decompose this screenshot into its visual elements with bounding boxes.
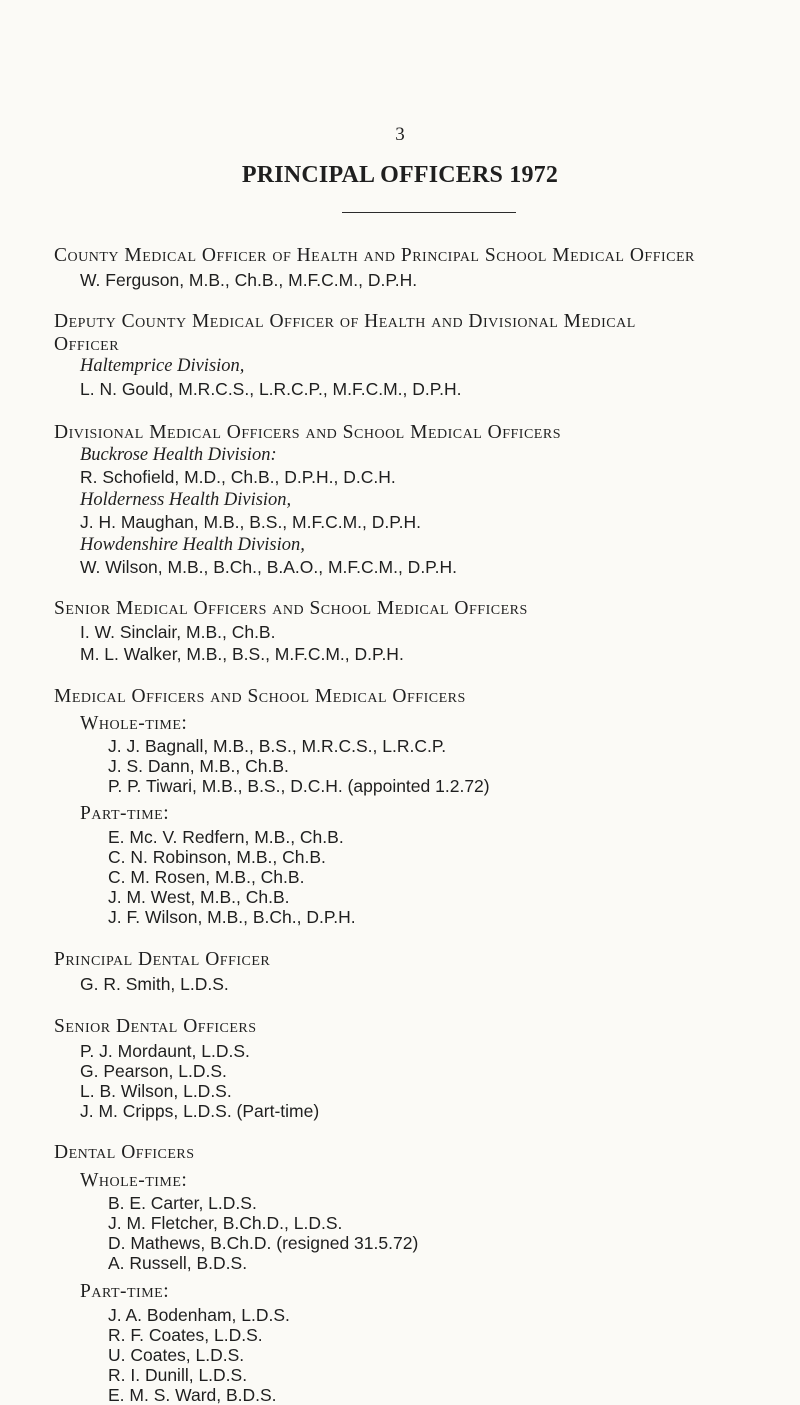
section-heading-divisional: Divisional Medical Officers and School Medical Officers <box>54 422 561 443</box>
section-heading-senior-dental: Senior Dental Officers <box>54 1016 257 1037</box>
officer-name: M. L. Walker, M.B., B.S., M.F.C.M., D.P.H. <box>80 644 404 664</box>
officer-name: G. R. Smith, L.D.S. <box>80 974 229 994</box>
section-heading-deputy: Deputy County Medical Officer of Health and Divisional Medical <box>54 311 636 332</box>
officer-name: R. I. Dunill, L.D.S. <box>108 1365 248 1385</box>
officer-name: D. Mathews, B.Ch.D. (resigned 31.5.72) <box>108 1233 419 1253</box>
subheading-part-time: Part-time: <box>80 1281 170 1302</box>
section-heading-principal-dental: Principal Dental Officer <box>54 949 271 970</box>
subheading-whole-time: Whole-time: <box>80 1170 188 1191</box>
division-name: Holderness Health Division, <box>80 490 292 510</box>
officer-name: C. N. Robinson, M.B., Ch.B. <box>108 847 326 867</box>
officer-name: P. J. Mordaunt, L.D.S. <box>80 1041 250 1061</box>
officer-name: E. M. S. Ward, B.D.S. <box>108 1385 277 1405</box>
officer-name: I. W. Sinclair, M.B., Ch.B. <box>80 622 276 642</box>
officer-name: R. F. Coates, L.D.S. <box>108 1325 263 1345</box>
subheading-part-time: Part-time: <box>80 803 170 824</box>
section-heading-senior-medical: Senior Medical Officers and School Medical Officers <box>54 598 528 619</box>
officer-name: A. Russell, B.D.S. <box>108 1253 248 1273</box>
officer-name: L. B. Wilson, L.D.S. <box>80 1081 232 1101</box>
section-heading-medical: Medical Officers and School Medical Officers <box>54 686 466 707</box>
officer-name: W. Ferguson, M.B., Ch.B., M.F.C.M., D.P.H. <box>80 270 418 290</box>
officer-name: G. Pearson, L.D.S. <box>80 1061 227 1081</box>
officer-name: E. Mc. V. Redfern, M.B., Ch.B. <box>108 827 344 847</box>
subheading-whole-time: Whole-time: <box>80 713 188 734</box>
officer-name: J. H. Maughan, M.B., B.S., M.F.C.M., D.P.H. <box>80 512 422 532</box>
officer-name: C. M. Rosen, M.B., Ch.B. <box>108 867 305 887</box>
officer-name: J. F. Wilson, M.B., B.Ch., D.P.H. <box>108 907 356 927</box>
officer-name: J. S. Dann, M.B., Ch.B. <box>108 756 289 776</box>
officer-name: J. M. Fletcher, B.Ch.D., L.D.S. <box>108 1213 343 1233</box>
officer-name: P. P. Tiwari, M.B., B.S., D.C.H. (appointed 1.2.72) <box>108 776 490 796</box>
officer-name: J. M. Cripps, L.D.S. (Part-time) <box>80 1101 320 1121</box>
section-heading-cmo: County Medical Officer of Health and Principal School Medical Officer <box>54 245 695 266</box>
section-heading-dental: Dental Officers <box>54 1142 195 1163</box>
division-name: Howdenshire Health Division, <box>80 535 305 555</box>
officer-name: R. Schofield, M.D., Ch.B., D.P.H., D.C.H. <box>80 467 396 487</box>
page-title: PRINCIPAL OFFICERS 1972 <box>241 162 559 188</box>
title-divider <box>342 212 516 213</box>
officer-name: L. N. Gould, M.R.C.S., L.R.C.P., M.F.C.M., D.P.H. <box>80 379 462 399</box>
officer-name: W. Wilson, M.B., B.Ch., B.A.O., M.F.C.M., D.P.H. <box>80 557 457 577</box>
division-name: Haltemprice Division, <box>80 356 245 376</box>
officer-name: J. M. West, M.B., Ch.B. <box>108 887 290 907</box>
officer-name: J. J. Bagnall, M.B., B.S., M.R.C.S., L.R.C.P. <box>108 736 447 756</box>
section-heading-deputy-cont: Officer <box>54 334 120 355</box>
officer-name: B. E. Carter, L.D.S. <box>108 1193 257 1213</box>
officer-name: U. Coates, L.D.S. <box>108 1345 245 1365</box>
page-number: 3 <box>395 124 405 145</box>
officer-name: J. A. Bodenham, L.D.S. <box>108 1305 290 1325</box>
division-name: Buckrose Health Division: <box>80 445 277 465</box>
